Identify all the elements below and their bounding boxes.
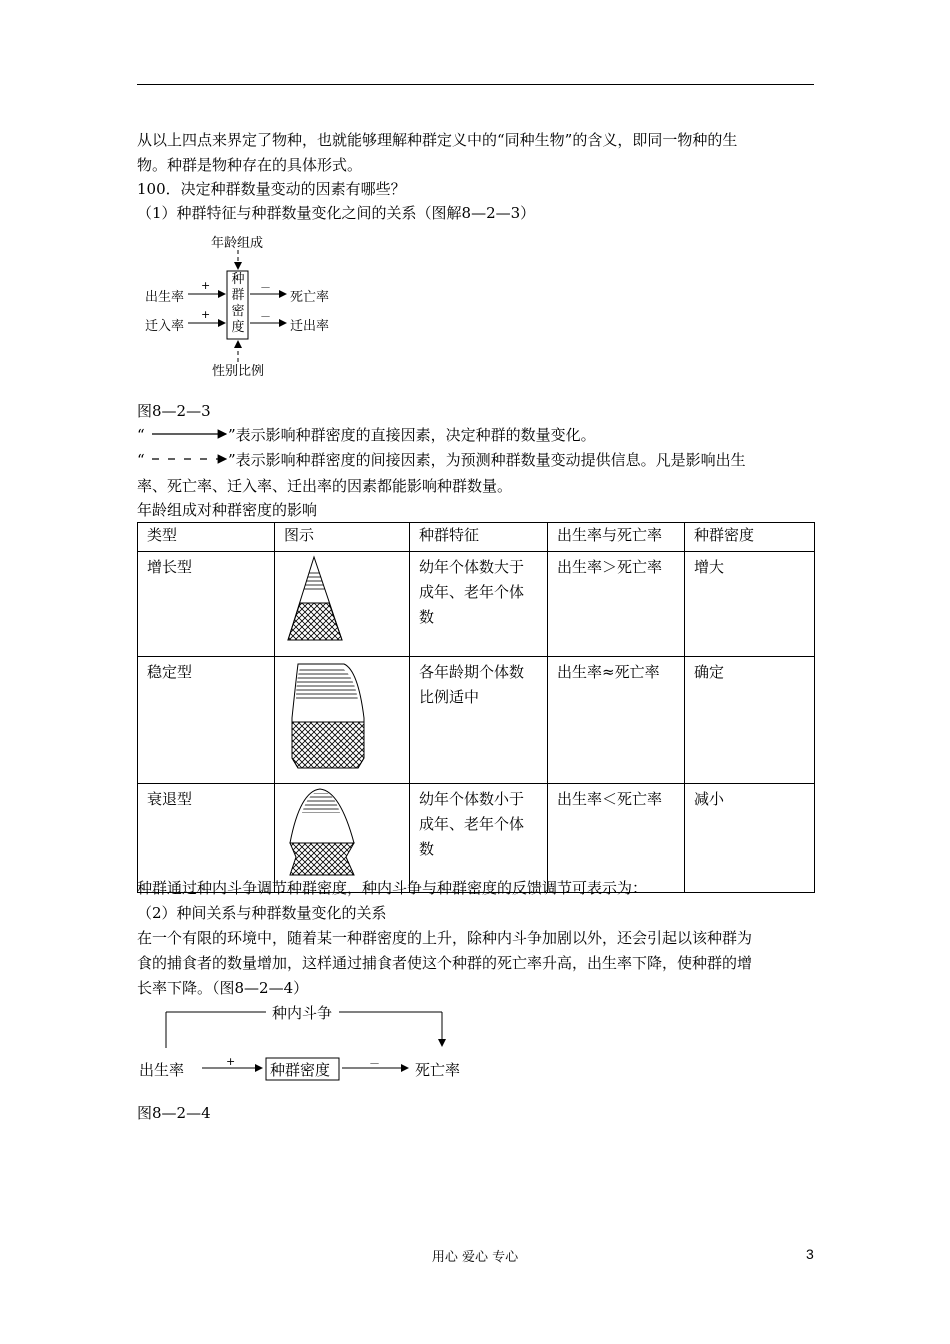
paragraph-line: 食的捕食者的数量增加，这样通过捕食者使这个种群的死亡率升高，出生率下降，使种群的增 [137,954,753,972]
immigration-label: 迁入率 [145,319,185,334]
question-heading: 100．决定种群数量变动的因素有哪些？ [137,180,406,198]
legend-solid-text: ”表示影响种群密度的直接因素，决定种群的数量变化。 [228,426,596,444]
age-structure-label: 年龄组成 [211,236,264,251]
type-cell: 稳定型 [138,657,275,784]
density-cell: 减小 [685,784,815,893]
legend-dashed-text2: 率、死亡率、迁入率、迁出率的因素都能影响种群数量。 [137,477,513,495]
legend-dashed-quote: “ [137,451,145,469]
header-cell: 种群密度 [685,523,815,552]
header-cell: 类型 [138,523,275,552]
feature-cell: 各年龄期个体数 比例适中 [410,657,548,784]
minus-sign: － [260,281,271,294]
legend-dashed-text: ”表示影响种群密度的间接因素，为预测种群数量变动提供信息。凡是影响出生 [228,451,746,469]
paragraph-line: 在一个有限的环境中，随着某一种群密度的上升，除种内斗争加剧以外，还会引起以该种群为 [137,929,753,947]
table-title: 年龄组成对种群密度的影响 [137,501,318,519]
paragraph-line: 长率下降。（图8—2—4） [137,979,309,997]
figure-caption: 图8—2—3 [137,402,211,420]
section-heading: （2）种间关系与种群数量变化的关系 [137,904,387,922]
stable-pyramid-icon [284,660,374,772]
table-header-row [138,523,815,552]
birth-rate-label: 出生率 [145,290,185,305]
death-rate-label: 死亡率 [290,290,330,305]
paragraph-line: 从以上四点来界定了物种，也就能够理解种群定义中的“同种生物”的含义，即同一物种的生 [137,131,738,149]
age-structure-table [137,522,815,893]
table-row [138,657,815,784]
feature-cell: 幼年个体数大于 成年、老年个体 数 [410,552,548,657]
density-cell: 确定 [685,657,815,784]
figure-caption: 图8—2—4 [137,1104,211,1122]
plus-sign: + [201,279,211,292]
type-cell: 增长型 [138,552,275,657]
legend-solid-quote: “ [137,426,145,444]
emigration-label: 迁出率 [290,319,330,334]
birth-rate-label-2: 出生率 [139,1061,185,1079]
density-label-2: 种群密度 [270,1061,331,1079]
page-footer: 用心 爱心 专心 [431,1250,519,1265]
paragraph-line: 物。种群是物种存在的具体形式。 [137,156,363,174]
rate-cell: 出生率＜死亡率 [548,784,685,893]
feature-cell: 幼年个体数小于 成年、老年个体 数 [410,784,548,893]
section-heading: （1）种群特征与种群数量变化之间的关系（图解8—2—3） [137,204,536,222]
plus-sign: + [226,1055,236,1068]
death-rate-label-2: 死亡率 [415,1061,461,1079]
header-cell: 种群特征 [410,523,548,552]
type-cell: 衰退型 [138,784,275,893]
plus-sign: + [201,308,211,321]
header-cell: 出生率与死亡率 [548,523,685,552]
minus-sign: － [369,1057,380,1070]
table-row [138,784,815,893]
diagram-cell [275,552,410,657]
paragraph-line: 种群通过种内斗争调节种群密度，种内斗争与种群密度的反馈调节可表示为： [137,879,648,897]
page-number: 3 [806,1246,814,1262]
declining-pyramid-icon [284,787,374,881]
intraspecific-competition-label: 种内斗争 [272,1004,333,1022]
growth-pyramid-icon [284,555,364,645]
density-cell: 增大 [685,552,815,657]
sex-ratio-label: 性别比例 [212,364,265,379]
table-row [138,552,815,657]
diagram-cell [275,657,410,784]
header-cell: 图示 [275,523,410,552]
rate-cell: 出生率＞死亡率 [548,552,685,657]
rate-cell: 出生率≈死亡率 [548,657,685,784]
minus-sign: － [260,310,271,323]
diagram-cell [275,784,410,893]
density-label: 种 群 密 度 [231,272,245,335]
